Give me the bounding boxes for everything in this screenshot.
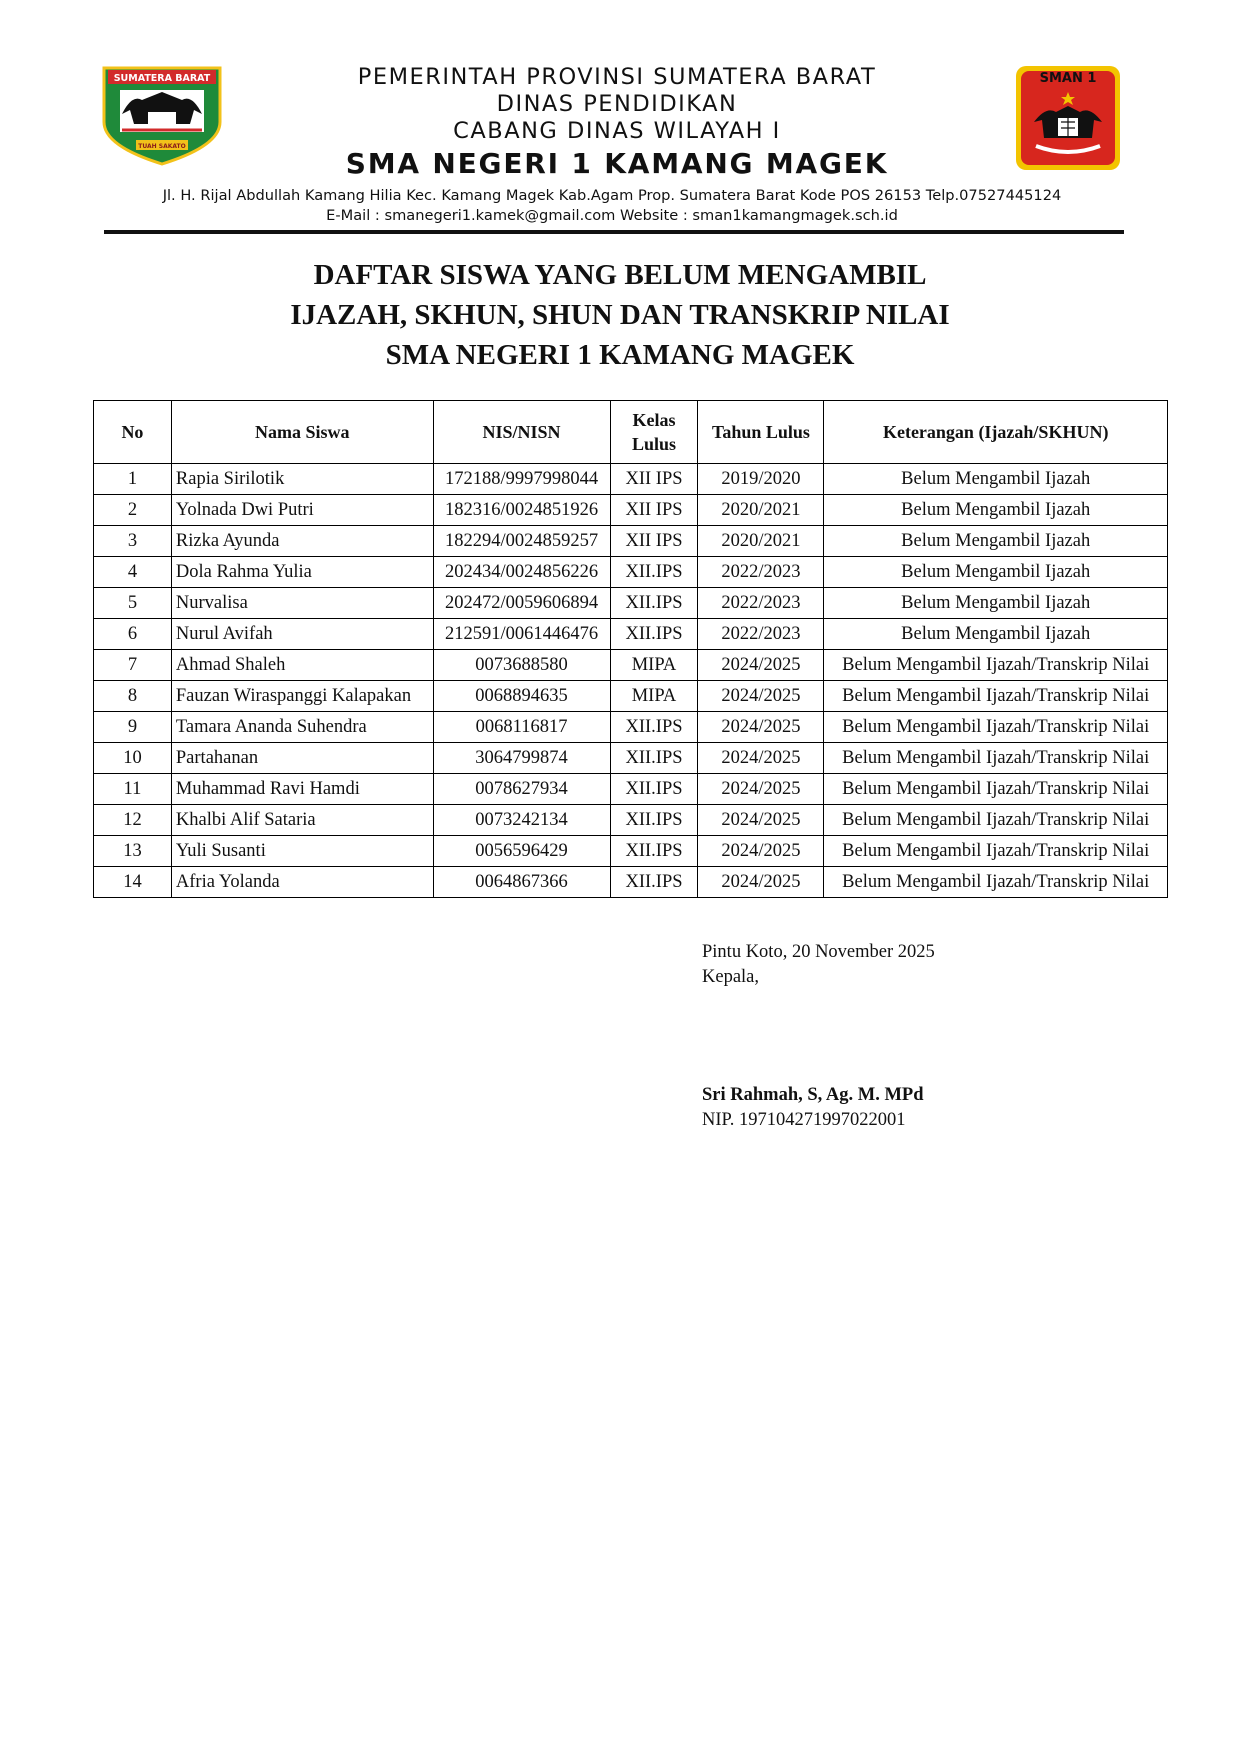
cell-nama-siswa: Afria Yolanda (171, 867, 433, 898)
signatory-role: Kepala, (702, 967, 760, 987)
cell-keterangan: Belum Mengambil Ijazah/Transkrip Nilai (824, 650, 1168, 681)
contact-line: E-Mail : smanegeri1.kamek@gmail.com Website : sman1kamangmagek.sch.id (326, 207, 898, 224)
header-no: No (94, 401, 172, 464)
cell-nama-siswa: Partahanan (171, 743, 433, 774)
cell-nis-nisn: 172188/9997998044 (433, 464, 610, 495)
title-line-2: IJAZAH, SKHUN, SHUN DAN TRANSKRIP NILAI (290, 299, 950, 331)
table-row (94, 464, 1168, 495)
cell-nis-nisn: 182316/0024851926 (433, 495, 610, 526)
cell-nama-siswa: Fauzan Wiraspanggi Kalapakan (171, 681, 433, 712)
cell-nis-nisn: 202434/0024856226 (433, 557, 610, 588)
document-title (0, 255, 1240, 375)
signatory-name: Sri Rahmah, S, Ag. M. MPd (702, 1085, 924, 1105)
cell-keterangan: Belum Mengambil Ijazah/Transkrip Nilai (824, 774, 1168, 805)
cell-no: 11 (94, 774, 172, 805)
cell-no: 9 (94, 712, 172, 743)
cell-kelas-lulus: XII.IPS (610, 805, 698, 836)
cell-keterangan: Belum Mengambil Ijazah/Transkrip Nilai (824, 743, 1168, 774)
cell-tahun-lulus: 2024/2025 (698, 774, 824, 805)
cell-no: 3 (94, 526, 172, 557)
table-row (94, 836, 1168, 867)
cell-nama-siswa: Dola Rahma Yulia (171, 557, 433, 588)
student-rows (94, 464, 1168, 898)
cell-nis-nisn: 202472/0059606894 (433, 588, 610, 619)
cell-kelas-lulus: XII.IPS (610, 557, 698, 588)
cell-tahun-lulus: 2024/2025 (698, 712, 824, 743)
cell-keterangan: Belum Mengambil Ijazah/Transkrip Nilai (824, 867, 1168, 898)
cell-keterangan: Belum Mengambil Ijazah/Transkrip Nilai (824, 681, 1168, 712)
letterhead (92, 56, 1132, 234)
header-tahun-lulus: Tahun Lulus (698, 401, 824, 464)
cell-no: 8 (94, 681, 172, 712)
cell-kelas-lulus: MIPA (610, 681, 698, 712)
cell-tahun-lulus: 2020/2021 (698, 495, 824, 526)
letterhead-divider (104, 230, 1124, 234)
header-nis-nisn: NIS/NISN (433, 401, 610, 464)
cell-kelas-lulus: XII IPS (610, 495, 698, 526)
cell-no: 10 (94, 743, 172, 774)
student-table (93, 400, 1168, 898)
cell-tahun-lulus: 2024/2025 (698, 836, 824, 867)
svg-text:SUMATERA BARAT: SUMATERA BARAT (113, 73, 211, 84)
cell-keterangan: Belum Mengambil Ijazah (824, 588, 1168, 619)
cell-tahun-lulus: 2024/2025 (698, 650, 824, 681)
table-row (94, 495, 1168, 526)
signatory-nip: NIP. 197104271997022001 (702, 1110, 906, 1130)
table-row (94, 681, 1168, 712)
cell-kelas-lulus: XII.IPS (610, 836, 698, 867)
place-date: Pintu Koto, 20 November 2025 (702, 942, 935, 962)
cell-tahun-lulus: 2024/2025 (698, 867, 824, 898)
cell-kelas-lulus: XII.IPS (610, 774, 698, 805)
cell-no: 5 (94, 588, 172, 619)
cell-no: 7 (94, 650, 172, 681)
cell-nis-nisn: 0073242134 (433, 805, 610, 836)
table-row (94, 650, 1168, 681)
table-row (94, 588, 1168, 619)
government-line: PEMERINTAH PROVINSI SUMATERA BARAT (357, 64, 877, 90)
table-header-row (94, 401, 1168, 464)
school-address (92, 186, 1132, 226)
cell-nis-nisn: 0068116817 (433, 712, 610, 743)
cell-nama-siswa: Nurul Avifah (171, 619, 433, 650)
cell-nama-siswa: Khalbi Alif Sataria (171, 805, 433, 836)
cell-nis-nisn: 0068894635 (433, 681, 610, 712)
branch-line: CABANG DINAS WILAYAH I (453, 118, 781, 144)
header-nama-siswa: Nama Siswa (171, 401, 433, 464)
cell-nama-siswa: Ahmad Shaleh (171, 650, 433, 681)
signature-block (702, 940, 935, 990)
svg-text:TUAH SAKATO: TUAH SAKATO (138, 143, 186, 150)
table-row (94, 805, 1168, 836)
cell-nis-nisn: 0078627934 (433, 774, 610, 805)
cell-tahun-lulus: 2022/2023 (698, 557, 824, 588)
address-line: Jl. H. Rijal Abdullah Kamang Hilia Kec. Kamang Magek Kab.Agam Prop. Sumatera Barat Kode POS 26153 Telp.07527445124 (162, 187, 1062, 204)
cell-kelas-lulus: XII IPS (610, 464, 698, 495)
cell-no: 2 (94, 495, 172, 526)
cell-nis-nisn: 212591/0061446476 (433, 619, 610, 650)
table-row (94, 619, 1168, 650)
cell-kelas-lulus: XII.IPS (610, 712, 698, 743)
cell-kelas-lulus: XII.IPS (610, 867, 698, 898)
cell-nama-siswa: Nurvalisa (171, 588, 433, 619)
cell-no: 13 (94, 836, 172, 867)
cell-no: 12 (94, 805, 172, 836)
cell-tahun-lulus: 2024/2025 (698, 681, 824, 712)
cell-keterangan: Belum Mengambil Ijazah (824, 619, 1168, 650)
cell-tahun-lulus: 2024/2025 (698, 743, 824, 774)
cell-nama-siswa: Tamara Ananda Suhendra (171, 712, 433, 743)
cell-keterangan: Belum Mengambil Ijazah (824, 464, 1168, 495)
cell-nis-nisn: 182294/0024859257 (433, 526, 610, 557)
school-name: SMA NEGERI 1 KAMANG MAGEK (345, 147, 889, 180)
cell-keterangan: Belum Mengambil Ijazah (824, 557, 1168, 588)
department-line: DINAS PENDIDIKAN (496, 91, 738, 117)
cell-keterangan: Belum Mengambil Ijazah/Transkrip Nilai (824, 836, 1168, 867)
cell-tahun-lulus: 2024/2025 (698, 805, 824, 836)
cell-keterangan: Belum Mengambil Ijazah (824, 526, 1168, 557)
title-line-1: DAFTAR SISWA YANG BELUM MENGAMBIL (313, 259, 927, 291)
cell-kelas-lulus: XII IPS (610, 526, 698, 557)
table-row (94, 774, 1168, 805)
title-line-3: SMA NEGERI 1 KAMANG MAGEK (385, 339, 855, 371)
cell-no: 6 (94, 619, 172, 650)
cell-kelas-lulus: XII.IPS (610, 619, 698, 650)
cell-nama-siswa: Rapia Sirilotik (171, 464, 433, 495)
sumatera-barat-emblem (98, 64, 226, 168)
cell-nama-siswa: Yuli Susanti (171, 836, 433, 867)
cell-tahun-lulus: 2019/2020 (698, 464, 824, 495)
cell-nis-nisn: 0064867366 (433, 867, 610, 898)
signatory (702, 1083, 924, 1133)
cell-keterangan: Belum Mengambil Ijazah/Transkrip Nilai (824, 805, 1168, 836)
cell-tahun-lulus: 2020/2021 (698, 526, 824, 557)
cell-nama-siswa: Rizka Ayunda (171, 526, 433, 557)
cell-nis-nisn: 0073688580 (433, 650, 610, 681)
cell-keterangan: Belum Mengambil Ijazah/Transkrip Nilai (824, 712, 1168, 743)
table-row (94, 557, 1168, 588)
cell-nis-nisn: 3064799874 (433, 743, 610, 774)
table-row (94, 712, 1168, 743)
cell-no: 1 (94, 464, 172, 495)
header-kelas-lulus: Kelas Lulus (610, 401, 698, 464)
cell-tahun-lulus: 2022/2023 (698, 619, 824, 650)
cell-nis-nisn: 0056596429 (433, 836, 610, 867)
table-row (94, 867, 1168, 898)
cell-tahun-lulus: 2022/2023 (698, 588, 824, 619)
cell-no: 14 (94, 867, 172, 898)
sman1-emblem-label: SMAN 1 (1039, 71, 1097, 86)
cell-nama-siswa: Yolnada Dwi Putri (171, 495, 433, 526)
letterhead-text (232, 64, 1002, 181)
cell-kelas-lulus: MIPA (610, 650, 698, 681)
table-row (94, 526, 1168, 557)
table-row (94, 743, 1168, 774)
cell-kelas-lulus: XII.IPS (610, 588, 698, 619)
cell-no: 4 (94, 557, 172, 588)
header-keterangan: Keterangan (Ijazah/SKHUN) (824, 401, 1168, 464)
cell-nama-siswa: Muhammad Ravi Hamdi (171, 774, 433, 805)
cell-keterangan: Belum Mengambil Ijazah (824, 495, 1168, 526)
cell-kelas-lulus: XII.IPS (610, 743, 698, 774)
